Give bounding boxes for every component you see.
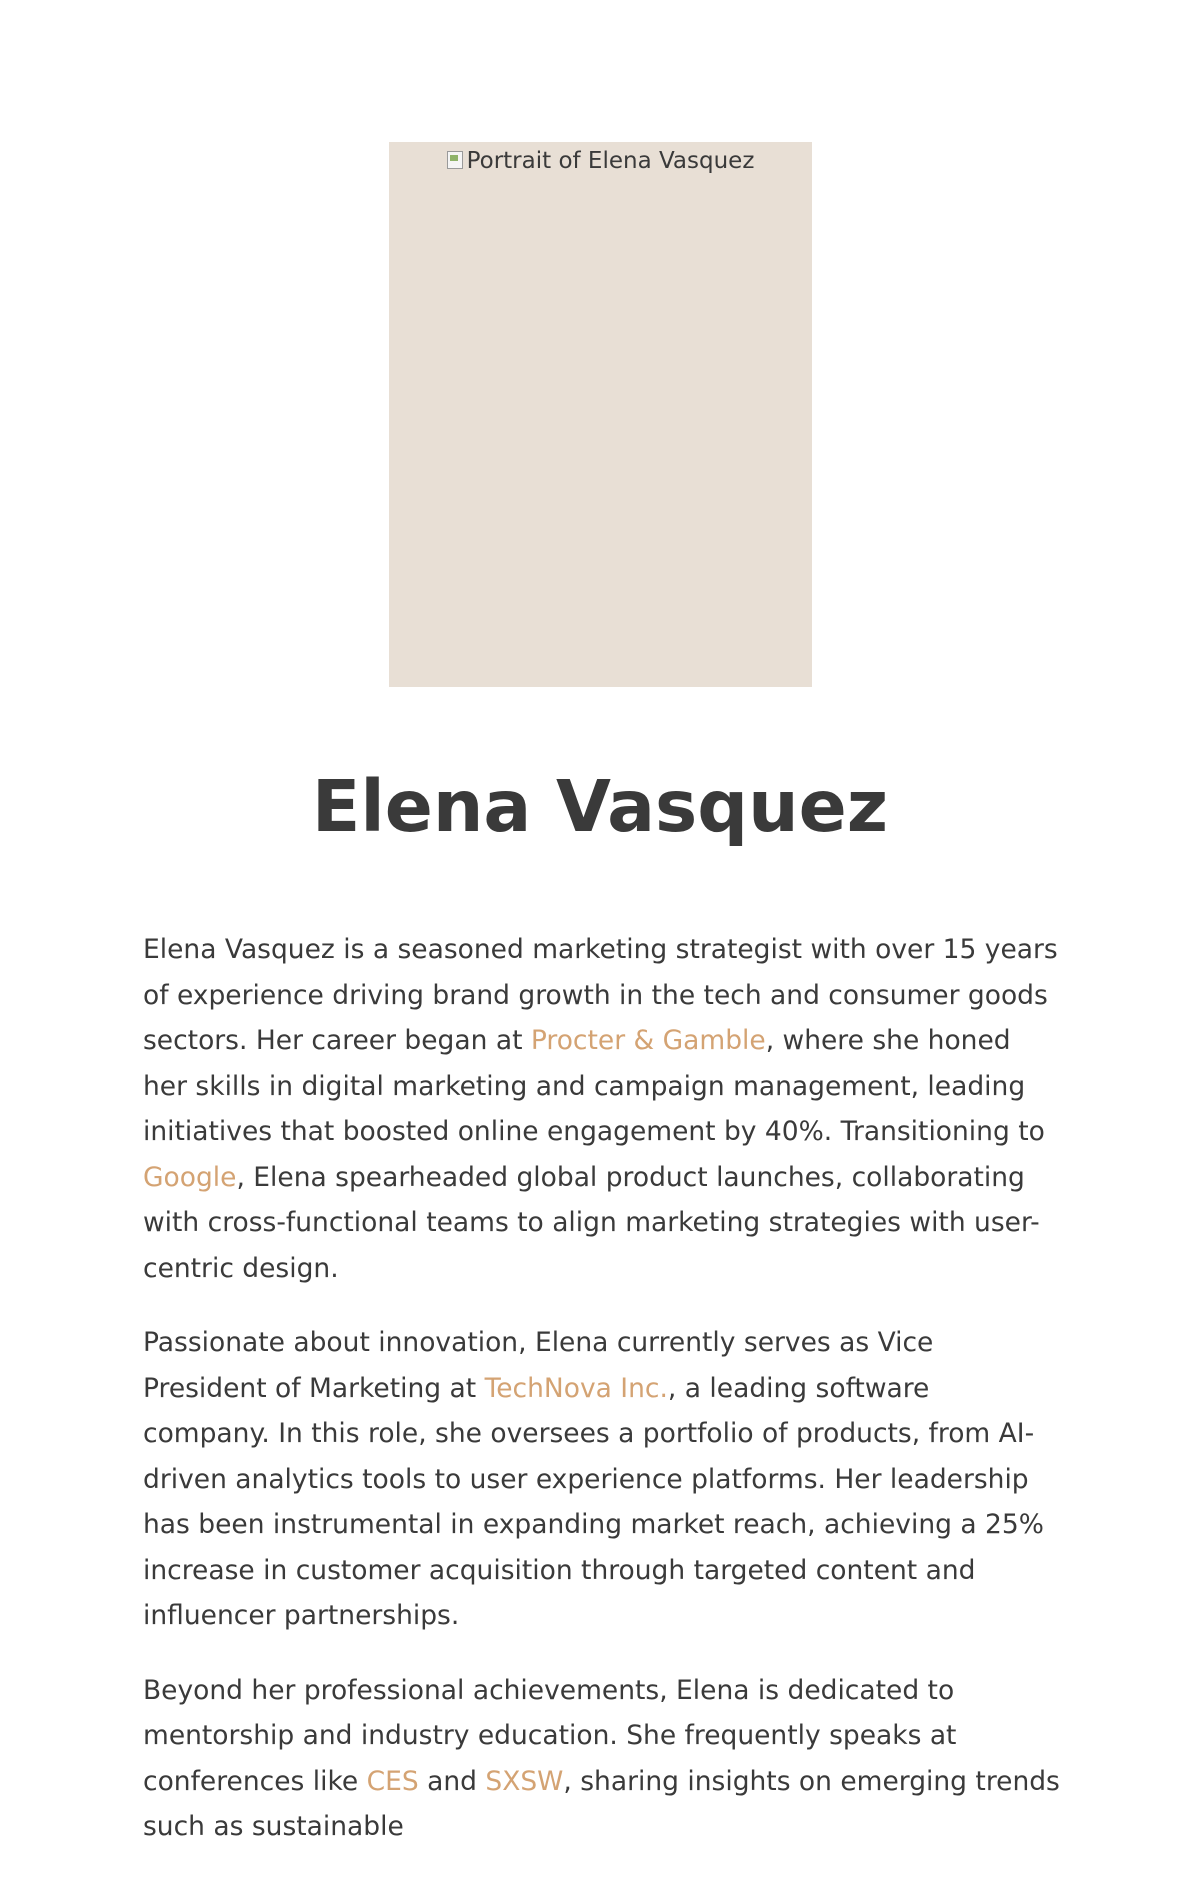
link-technova[interactable]: TechNova Inc. [484, 1372, 668, 1404]
bio-paragraph-1 [143, 927, 1063, 1291]
bio-paragraph-3 [143, 1668, 1063, 1850]
bio-text: Passionate about innovation, Elena currently serves as Vice President of Marketing at [143, 1327, 934, 1404]
page-title: Elena Vasquez [311, 765, 889, 848]
bio-text: , a leading software company. In this role, she oversees a portfolio of products, from AI-driven analytics tools to user experience platforms. Her leadership has been instrumental in expanding market reach, achieving a 25% increase in customer acquisition through targeted content and influencer partnerships. [143, 1372, 1044, 1631]
bio-text: Elena Vasquez is a seasoned marketing strategist with over 15 years of experience driving brand growth in the tech and consumer goods sectors. Her career began at [143, 934, 1058, 1056]
portrait-alt-label: Portrait of Elena Vasquez [466, 148, 755, 174]
bio-section [143, 927, 1063, 1879]
link-procter-gamble[interactable]: Procter & Gamble [530, 1025, 766, 1056]
bio-text: Beyond her professional achievements, Elena is dedicated to mentorship and industry education. She frequently speaks at conferences like [143, 1674, 957, 1797]
link-ces[interactable]: CES [366, 1765, 419, 1797]
bio-text: and [418, 1765, 486, 1797]
link-sxsw[interactable]: SXSW [485, 1765, 564, 1797]
bio-text: , where she honed her skills in digital marketing and campaign management, leading initiatives that boosted online engagement by 40%. Transitioning to [143, 1025, 1045, 1147]
bio-paragraph-2 [143, 1320, 1063, 1639]
bio-text: , Elena spearheaded global product launches, collaborating with cross-functional teams to align marketing strategies with user-centric design. [143, 1161, 1040, 1284]
bio-text: , sharing insights on emerging trends such as sustainable [143, 1765, 1060, 1842]
link-google[interactable]: Google [143, 1161, 237, 1193]
portrait-image [389, 142, 812, 687]
portrait-alt-text [389, 148, 812, 174]
broken-image-icon [447, 151, 465, 171]
